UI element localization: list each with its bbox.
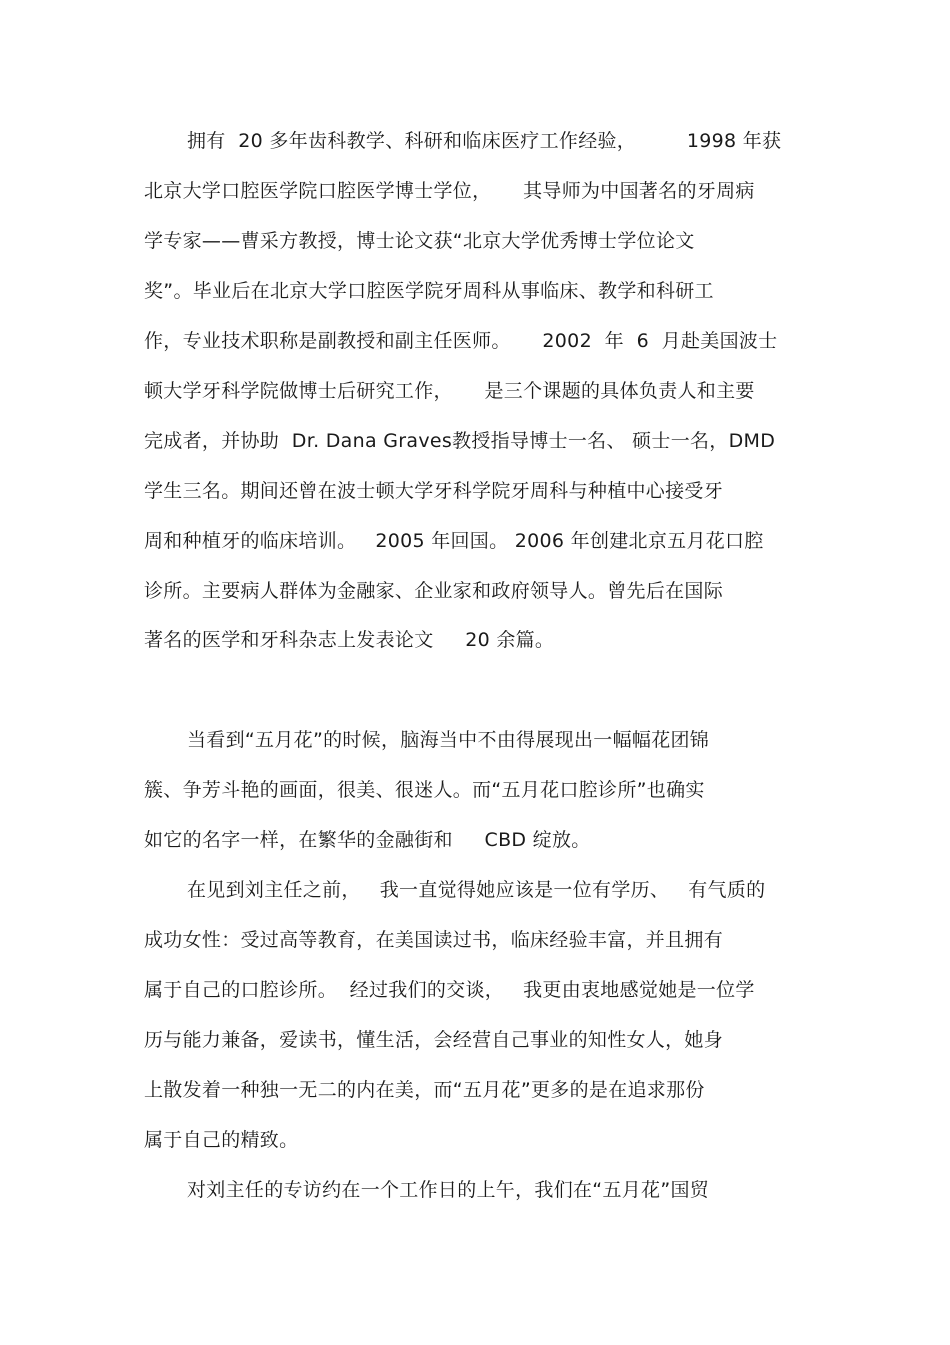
text-line: 属于自己的精致。: [144, 1129, 299, 1151]
text-line: 著名的医学和牙科杂志上发表论文 20 余篇。: [144, 629, 555, 651]
text-line: 上散发着一种独一无二的内在美，而“五月花”更多的是在追求那份: [144, 1079, 705, 1101]
text-line: 如它的名字一样，在繁华的金融街和 CBD 绽放。: [144, 829, 591, 851]
text-line: 学生三名。期间还曾在波士顿大学牙科学院牙周科与种植中心接受牙: [144, 480, 724, 502]
text-line: 完成者，并协助 Dr. Dana Graves教授指导博士一名、 硕士一名，DMD: [144, 430, 776, 452]
text-line: 周和种植牙的临床培训。 2005 年回国。 2006 年创建北京五月花口腔: [144, 530, 764, 552]
text-line: 奖”。毕业后在北京大学口腔医学院牙周科从事临床、教学和科研工: [144, 280, 714, 302]
text-line: 在见到刘主任之前， 我一直觉得她应该是一位有学历、 有气质的: [187, 879, 766, 901]
text-line: 簇、争芳斗艳的画面，很美、很迷人。而“五月花口腔诊所”也确实: [144, 779, 705, 801]
text-line: 成功女性：受过高等教育，在美国读过书，临床经验丰富，并且拥有: [144, 929, 724, 951]
text-line: 顿大学牙科学院做博士后研究工作， 是三个课题的具体负责人和主要: [144, 380, 755, 402]
text-line: 拥有 20 多年齿科教学、科研和临床医疗工作经验， 1998 年获: [187, 130, 782, 152]
text-line: 北京大学口腔医学院口腔医学博士学位， 其导师为中国著名的牙周病: [144, 180, 755, 202]
text-line: 历与能力兼备，爱读书，懂生活，会经营自己事业的知性女人，她身: [144, 1029, 724, 1051]
text-line: 对刘主任的专访约在一个工作日的上午，我们在“五月花”国贸: [187, 1179, 710, 1201]
text-line: 作，专业技术职称是副教授和副主任医师。 2002 年 6 月赴美国波士: [144, 330, 778, 352]
text-line: 属于自己的口腔诊所。 经过我们的交谈， 我更由衷地感觉她是一位学: [144, 979, 755, 1001]
text-line: 学专家——曹采方教授，博士论文获“北京大学优秀博士学位论文: [144, 230, 695, 252]
text-line: 诊所。主要病人群体为金融家、企业家和政府领导人。曾先后在国际: [144, 580, 724, 602]
text-line: 当看到“五月花”的时候，脑海当中不由得展现出一幅幅花团锦: [187, 729, 710, 751]
